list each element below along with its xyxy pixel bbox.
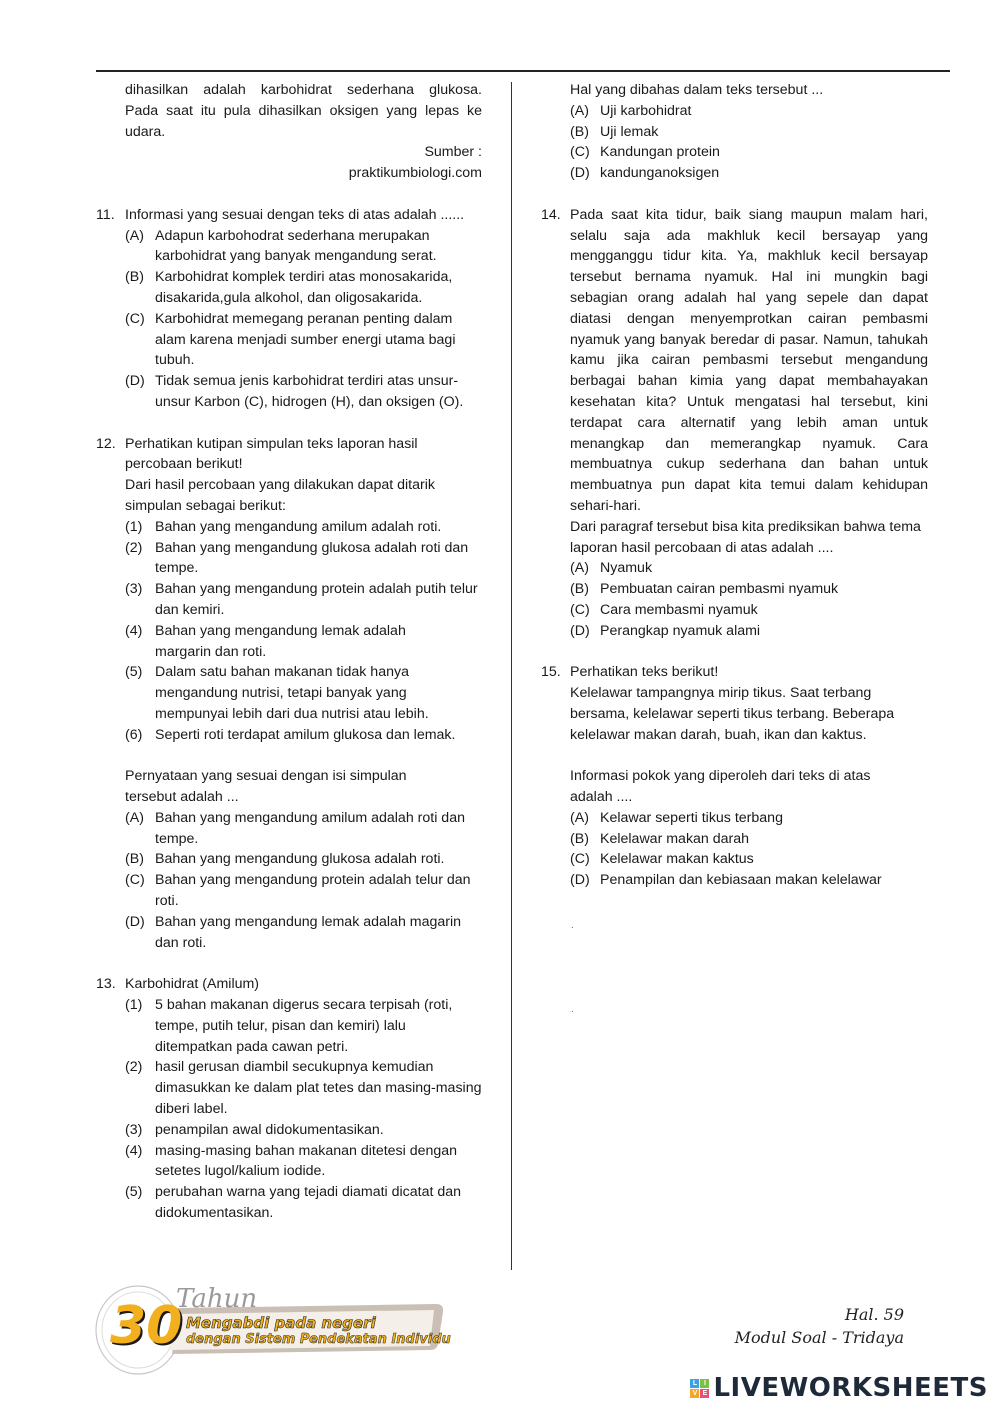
brand-tile: E bbox=[700, 1389, 709, 1398]
option-c[interactable] bbox=[96, 870, 482, 912]
step-text: 5 bahan makanan digerus secara terpisah (roti, tempe, putih telur, pisan dan kemiri) lalu ditempatkan pada cawan petri. bbox=[155, 997, 453, 1055]
question-passage: Pada saat kita tidur, baik siang maupun malam hari, selalu saja ada makhluk kecil bersayap yang mengganggu tidur kita. Ya, makhluk kecil bersayap tersebut bernama nyamuk. Hal ini mungkin bagi sebagian orang adalah hal yang sepele dan dapat diatasi dengan menyemprotkan cairan pembasmi nyamuk yang banyak beredar di pasar. Namun, tahukah kamu jika cairan pembasmi tersebut mengandung berbagai bahan kimia yang dapat membahayakan kesehatan kita? Untuk mengatasi hal tersebut, kini terdapat cara alternatif yang lebih aman untuk menangkap dan memerangkap nyamuk. Cara membuatnya cukup sederhana dan bahan untuk membuatnya pun dapat kita temui dalam kehidupan sehari-hari. bbox=[570, 206, 928, 514]
option-text: Kelelawar makan darah bbox=[600, 830, 750, 847]
logo-tagline-2: dengan Sistem Pendekatan Individu bbox=[186, 1332, 451, 1347]
point-text: Seperti roti terdapat amilum glukosa dan lemak. bbox=[155, 726, 456, 743]
conclusion-point bbox=[96, 662, 482, 724]
option-letter: (A) bbox=[125, 809, 144, 826]
stray-dot: . bbox=[571, 1004, 574, 1015]
question-stem-2: Dari hasil percobaan yang dilakukan dapat ditarik simpulan sebagai berikut: bbox=[125, 477, 435, 514]
point-number: (5) bbox=[125, 664, 143, 681]
point-text: Bahan yang mengandung glukosa adalah roti dan tempe. bbox=[155, 539, 469, 577]
procedure-step bbox=[96, 995, 482, 1057]
procedure-step bbox=[96, 1141, 482, 1183]
point-number: (4) bbox=[125, 622, 143, 639]
option-text: Penampilan dan kebiasaan makan kelelawar bbox=[600, 872, 882, 889]
option-b[interactable] bbox=[541, 122, 928, 143]
stray-dot: . bbox=[571, 920, 574, 931]
option-letter: (A) bbox=[125, 227, 144, 244]
point-number: (1) bbox=[125, 518, 143, 535]
option-text: Karbohidrat memegang peranan penting dalam alam karena menjadi sumber energi utama bagi tubuh. bbox=[155, 310, 456, 369]
question-number: 11. bbox=[96, 206, 115, 223]
option-b[interactable] bbox=[96, 849, 482, 870]
top-rule bbox=[96, 70, 950, 72]
option-a[interactable] bbox=[96, 808, 482, 850]
procedure-step bbox=[96, 1120, 482, 1141]
question-12 bbox=[96, 434, 482, 954]
option-d[interactable] bbox=[96, 371, 482, 413]
conclusion-point bbox=[96, 725, 482, 746]
procedure-step bbox=[96, 1182, 482, 1224]
option-letter: (C) bbox=[125, 872, 145, 889]
question-stem: Karbohidrat (Amilum) bbox=[125, 976, 260, 993]
option-letter: (B) bbox=[570, 123, 589, 140]
option-letter: (A) bbox=[570, 102, 589, 119]
question-prompt: Hal yang dibahas dalam teks tersebut ... bbox=[570, 82, 824, 98]
option-letter: (A) bbox=[570, 560, 589, 577]
step-text: hasil gerusan diambil secukupnya kemudian dimasukkan ke dalam plat tetes dan masing-masing diberi label. bbox=[155, 1059, 482, 1118]
option-text: Kandungan protein bbox=[600, 144, 720, 161]
question-14 bbox=[541, 205, 928, 642]
option-text: Adapun karbohodrat sederhana merupakan karbohidrat yang banyak mengandung serat. bbox=[155, 227, 437, 265]
question-number: 13. bbox=[96, 976, 116, 993]
option-text: Bahan yang mengandung protein adalah telur dan roti. bbox=[155, 872, 471, 910]
liveworksheets-brand[interactable] bbox=[690, 1373, 988, 1403]
step-text: masing-masing bahan makanan ditetesi dengan setetes lugol/kalium iodide. bbox=[155, 1142, 458, 1180]
source-value: praktikumbiologi.com bbox=[348, 165, 482, 182]
intro-line: Pada saat itu pula dihasilkan oksigen yang lepas ke bbox=[125, 102, 482, 119]
option-d[interactable] bbox=[541, 870, 928, 891]
option-letter: (D) bbox=[570, 622, 590, 639]
intro-passage-end bbox=[96, 80, 482, 142]
option-a[interactable] bbox=[541, 101, 928, 122]
source-label: Sumber : bbox=[424, 144, 482, 161]
step-number: (5) bbox=[125, 1184, 143, 1201]
option-letter: (B) bbox=[570, 830, 589, 847]
option-c[interactable] bbox=[541, 849, 928, 870]
question-13 bbox=[96, 974, 482, 1224]
option-letter: (C) bbox=[570, 144, 590, 161]
option-text: Perangkap nyamuk alami bbox=[600, 622, 761, 639]
option-d[interactable] bbox=[541, 163, 928, 184]
question-prompt: Pernyataan yang sesuai dengan isi simpulan tersebut adalah ... bbox=[125, 768, 407, 806]
point-text: Bahan yang mengandung amilum adalah roti. bbox=[155, 518, 442, 535]
step-number: (3) bbox=[125, 1121, 143, 1138]
option-letter: (A) bbox=[570, 809, 589, 826]
option-a[interactable] bbox=[96, 226, 482, 268]
question-stem: Perhatikan teks berikut! bbox=[570, 664, 719, 681]
option-text: Bahan yang mengandung glukosa adalah roti. bbox=[155, 851, 445, 868]
question-15 bbox=[541, 662, 928, 891]
option-c[interactable] bbox=[541, 142, 928, 163]
question-number: 12. bbox=[96, 435, 116, 452]
option-text: Tidak semua jenis karbohidrat terdiri atas unsur-unsur Karbon (C), hidrogen (H), dan oksigen (O). bbox=[155, 373, 464, 410]
option-text: Kelelawar makan kaktus bbox=[600, 851, 754, 868]
option-a[interactable] bbox=[541, 558, 928, 579]
option-letter: (C) bbox=[570, 601, 590, 618]
logo-tagline-1: Mengabdi pada negeri bbox=[186, 1314, 376, 1332]
option-letter: (B) bbox=[570, 581, 589, 598]
option-letter: (C) bbox=[570, 851, 590, 868]
question-stem: Perhatikan kutipan simpulan teks laporan hasil percobaan berikut! bbox=[125, 435, 418, 473]
option-letter: (B) bbox=[125, 269, 144, 286]
step-text: perubahan warna yang tejadi diamati dicatat dan didokumentasikan. bbox=[155, 1184, 462, 1222]
step-number: (4) bbox=[125, 1142, 143, 1159]
point-number: (6) bbox=[125, 726, 143, 743]
option-d[interactable] bbox=[96, 912, 482, 954]
option-text: kandunganoksigen bbox=[600, 165, 720, 182]
option-letter: (D) bbox=[570, 872, 590, 889]
page-number: Hal. 59 bbox=[844, 1305, 904, 1324]
option-b[interactable] bbox=[541, 579, 928, 600]
step-number: (2) bbox=[125, 1059, 143, 1076]
intro-line: dihasilkan adalah karbohidrat sederhana glukosa. bbox=[125, 82, 482, 98]
page-footer bbox=[735, 1303, 904, 1349]
option-text: Kelawar seperti tikus terbang bbox=[600, 809, 783, 826]
option-text: Pembuatan cairan pembasmi nyamuk bbox=[600, 581, 839, 598]
option-text: Bahan yang mengandung lemak adalah magarin dan roti. bbox=[155, 913, 462, 951]
question-11 bbox=[96, 205, 482, 413]
option-b[interactable] bbox=[96, 267, 482, 309]
point-text: Bahan yang mengandung lemak adalah margarin dan roti. bbox=[155, 622, 406, 660]
liveworksheets-wordmark: LIVEWORKSHEETS bbox=[713, 1373, 988, 1403]
option-letter: (C) bbox=[125, 310, 145, 327]
question-prompt: Informasi pokok yang diperoleh dari teks di atas adalah .... bbox=[570, 768, 871, 806]
option-b[interactable] bbox=[541, 829, 928, 850]
option-text: Nyamuk bbox=[600, 560, 653, 577]
step-number: (1) bbox=[125, 997, 143, 1014]
point-number: (2) bbox=[125, 539, 143, 556]
question-number: 15. bbox=[541, 664, 561, 681]
option-c[interactable] bbox=[96, 309, 482, 371]
point-text: Bahan yang mengandung protein adalah putih telur dan kemiri. bbox=[155, 581, 478, 618]
logo-number: 30 bbox=[110, 1296, 183, 1356]
logo-script: Tahun bbox=[176, 1284, 258, 1314]
question-number: 14. bbox=[541, 206, 561, 223]
option-letter: (D) bbox=[125, 913, 145, 930]
option-text: Uji lemak bbox=[600, 123, 659, 140]
question-passage: Kelelawar tampangnya mirip tikus. Saat terbang bersama, kelelawar seperti tikus terbang. Beberapa kelelawar makan darah, buah, ikan dan kaktus. bbox=[570, 685, 895, 743]
option-text: Uji karbohidrat bbox=[600, 102, 692, 119]
step-text: penampilan awal didokumentasikan. bbox=[155, 1121, 384, 1138]
option-letter: (D) bbox=[125, 373, 145, 390]
option-d[interactable] bbox=[541, 621, 928, 642]
question-13-continued bbox=[541, 80, 928, 184]
conclusion-point bbox=[96, 538, 482, 580]
procedure-step bbox=[96, 1057, 482, 1119]
question-prompt: Dari paragraf tersebut bisa kita prediksikan bahwa tema laporan hasil percobaan di atas adalah .... bbox=[570, 518, 921, 556]
option-text: Bahan yang mengandung amilum adalah roti dan tempe. bbox=[155, 809, 465, 847]
left-column bbox=[96, 80, 482, 1224]
module-name: Modul Soal - Tridaya bbox=[734, 1328, 904, 1347]
option-letter: (B) bbox=[125, 851, 144, 868]
conclusion-point bbox=[96, 621, 482, 663]
liveworksheets-icon bbox=[690, 1379, 709, 1398]
conclusion-point bbox=[96, 579, 482, 621]
option-text: Karbohidrat komplek terdiri atas monosakarida, disakarida,gula alkohol, dan oligosakarida. bbox=[155, 269, 453, 306]
conclusion-point bbox=[96, 517, 482, 538]
option-text: Cara membasmi nyamuk bbox=[600, 601, 758, 618]
brand-tile: L bbox=[690, 1379, 699, 1388]
point-text: Dalam satu bahan makanan tidak hanya mengandung nutrisi, tetapi banyak yang mempunyai lebih dari dua nutrisi atau lebih. bbox=[155, 664, 429, 722]
anniversary-logo bbox=[94, 1280, 454, 1380]
intro-line: udara. bbox=[125, 123, 166, 140]
option-c[interactable] bbox=[541, 600, 928, 621]
brand-tile: V bbox=[690, 1389, 699, 1398]
question-stem: Informasi yang sesuai dengan teks di atas adalah ...... bbox=[125, 206, 465, 223]
column-divider bbox=[511, 82, 512, 1270]
point-number: (3) bbox=[125, 581, 143, 598]
option-a[interactable] bbox=[541, 808, 928, 829]
brand-tile: I bbox=[700, 1379, 709, 1388]
option-letter: (D) bbox=[570, 165, 590, 182]
right-column bbox=[541, 80, 928, 891]
